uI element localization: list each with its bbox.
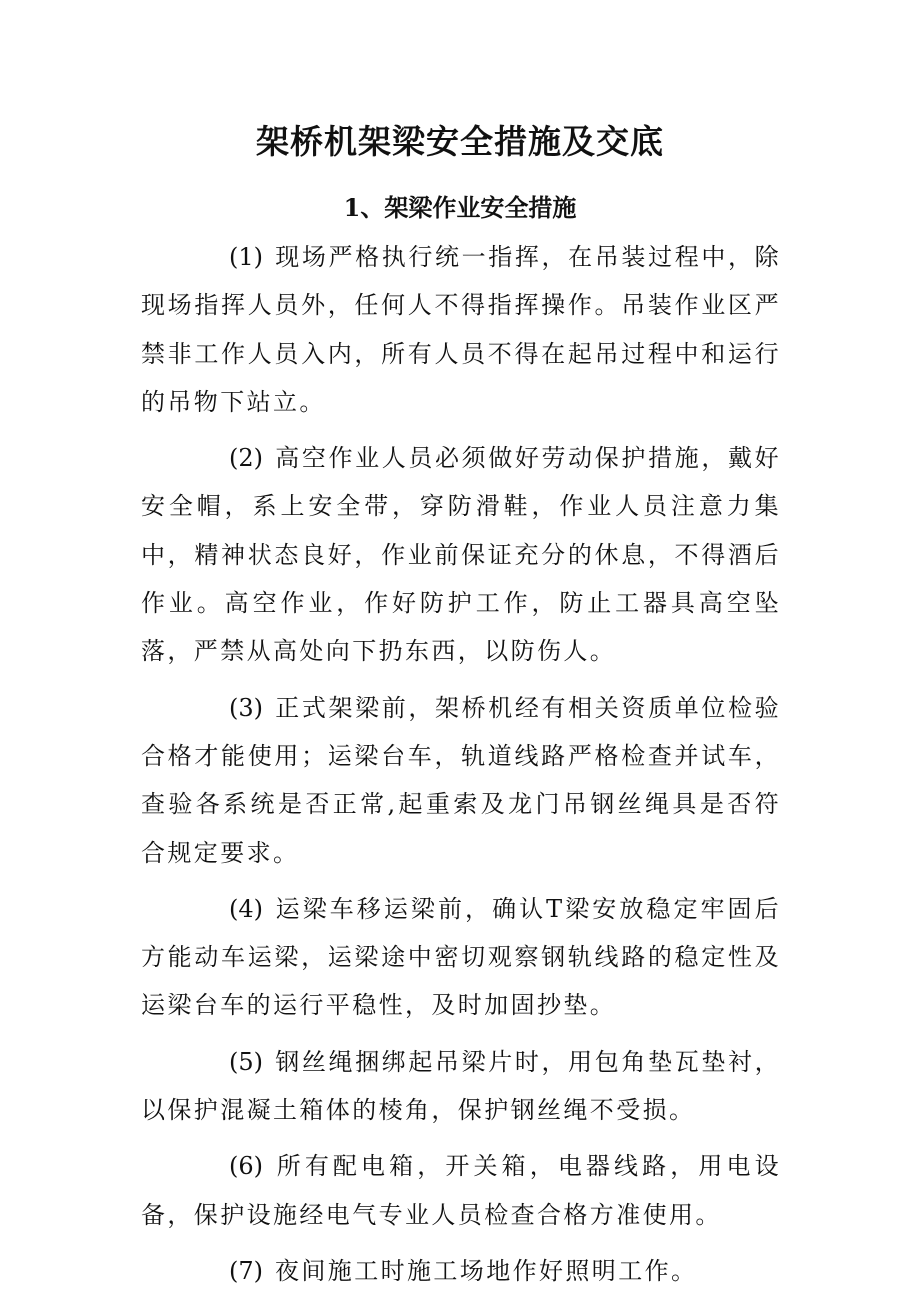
paragraph-4 [141,885,781,1030]
paragraph-3 [141,684,781,877]
paragraph-text: 现场严格执行统一指挥，在吊装过程中，除现场指挥人员外，任何人不得指挥操作。吊装作业区严禁非工作人员入内，所有人员不得在起吊过程中和运行的吊物下站立。 [141,243,781,416]
paragraph-text: 运梁车移运梁前，确认T梁安放稳定牢固后方能动车运梁，运梁途中密切观察钢轨线路的稳定性及运梁台车的运行平稳性，及时加固抄垫。 [141,894,781,1020]
paragraph-number: (5) [229,1047,263,1076]
document-body [141,233,781,1303]
document-title: 架桥机架梁安全措施及交底 [256,122,664,161]
paragraph-number: (3) [229,693,263,722]
paragraph-text: 所有配电箱，开关箱，电器线路，用电设备，保护设施经电气专业人员检查合格方准使用。 [141,1152,781,1229]
section-heading: 1、架梁作业安全措施 [343,193,577,222]
paragraph-text: 高空作业人员必须做好劳动保护措施，戴好安全帽，系上安全带，穿防滑鞋，作业人员注意力集中，精神状态良好，作业前保证充分的休息，不得酒后作业。高空作业，作好防护工作，防止工器具高空坠落，严禁从高处向下扔东西，以防伤人。 [141,444,781,666]
paragraph-number: (7) [229,1256,263,1285]
paragraph-number: (2) [229,444,263,473]
paragraph-6 [141,1142,781,1239]
paragraph-text: 钢丝绳捆绑起吊梁片时，用包角垫瓦垫衬，以保护混凝土箱体的棱角，保护钢丝绳不受损。 [141,1047,781,1125]
paragraph-number: (1) [229,243,263,271]
paragraph-text: 夜间施工时施工场地作好照明工作。 [275,1256,698,1285]
paragraph-text: 正式架梁前，架桥机经有相关资质单位检验合格才能使用；运梁台车，轨道线路严格检查并试车，查验各系统是否正常,起重索及龙门吊钢丝绳具是否符合规定要求。 [141,693,781,867]
paragraph-5 [141,1038,781,1135]
paragraph-1 [141,233,781,426]
paragraph-7 [141,1247,781,1295]
paragraph-number: (4) [229,894,263,923]
paragraph-2 [141,434,781,675]
paragraph-number: (6) [229,1152,263,1181]
